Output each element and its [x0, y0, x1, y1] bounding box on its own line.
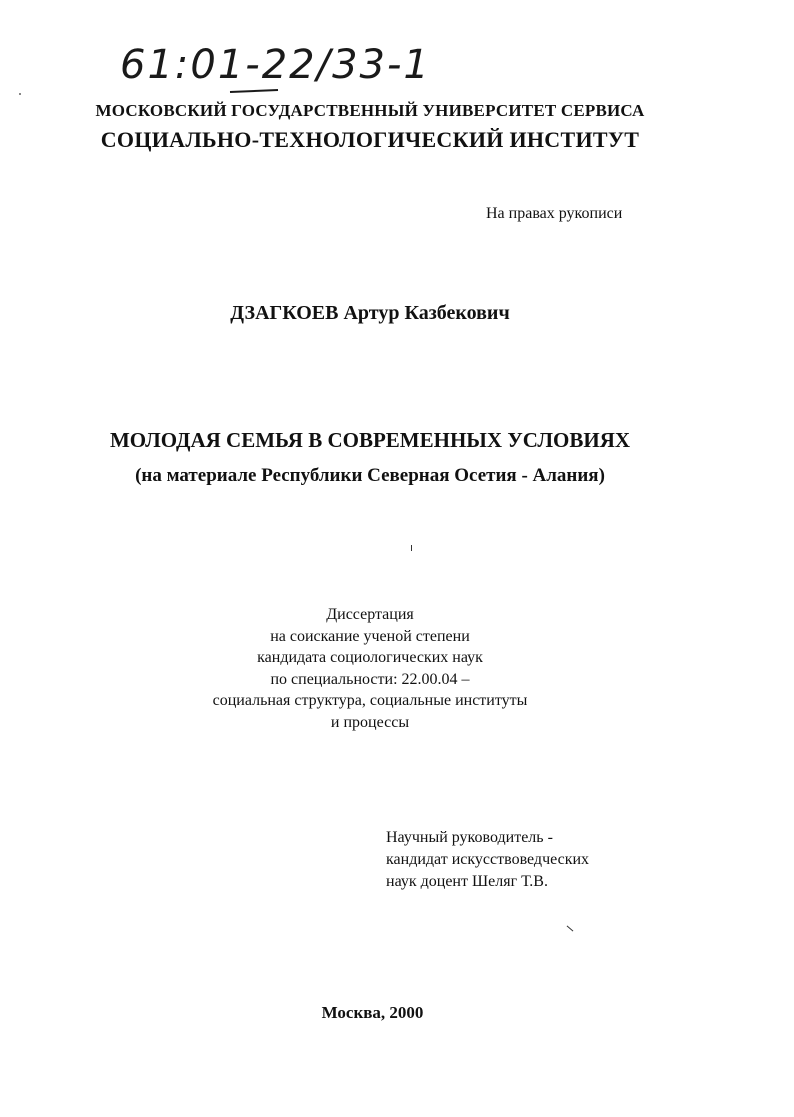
scan-speck — [411, 545, 412, 551]
advisor-line: наук доцент Шеляг Т.В. — [386, 873, 548, 890]
rights-note: На правах рукописи — [486, 205, 623, 222]
dissertation-line: социальная структура, социальные институты — [212, 692, 528, 709]
advisor-line: кандидат искусствоведческих — [386, 851, 590, 868]
thesis-title: МОЛОДАЯ СЕМЬЯ В СОВРЕМЕННЫХ УСЛОВИЯХ — [109, 428, 631, 452]
city-year: Москва, 2000 — [321, 1003, 424, 1022]
dissertation-line: на соискание ученой степени — [270, 627, 470, 645]
handwritten-code — [118, 28, 458, 110]
dissertation-line: кандидата социологических наук — [257, 649, 483, 666]
dissertation-line: Диссертация — [326, 606, 414, 623]
dissertation-info — [0, 604, 740, 733]
institute-name: СОЦИАЛЬНО-ТЕХНОЛОГИЧЕСКИЙ ИНСТИТУТ — [100, 127, 640, 152]
author-name: ДЗАГКОЕВ Артур Казбекович — [230, 302, 510, 324]
dissertation-line: по специальности: 22.00.04 – — [270, 670, 470, 688]
dissertation-line: и процессы — [330, 713, 410, 731]
thesis-subtitle: (на материале Республики Северная Осетия - Алания) — [135, 465, 605, 486]
university-name: МОСКОВСКИЙ ГОСУДАРСТВЕННЫЙ УНИВЕРСИТЕТ СЕРВИСА — [95, 101, 645, 120]
scientific-advisor — [386, 827, 589, 893]
scan-speck — [567, 926, 574, 932]
advisor-line: Научный руководитель - — [386, 829, 553, 846]
scan-speck — [19, 93, 21, 95]
handwritten-code-text: 61:01-22/33-1 — [120, 42, 431, 88]
handwritten-underline — [230, 90, 278, 92]
